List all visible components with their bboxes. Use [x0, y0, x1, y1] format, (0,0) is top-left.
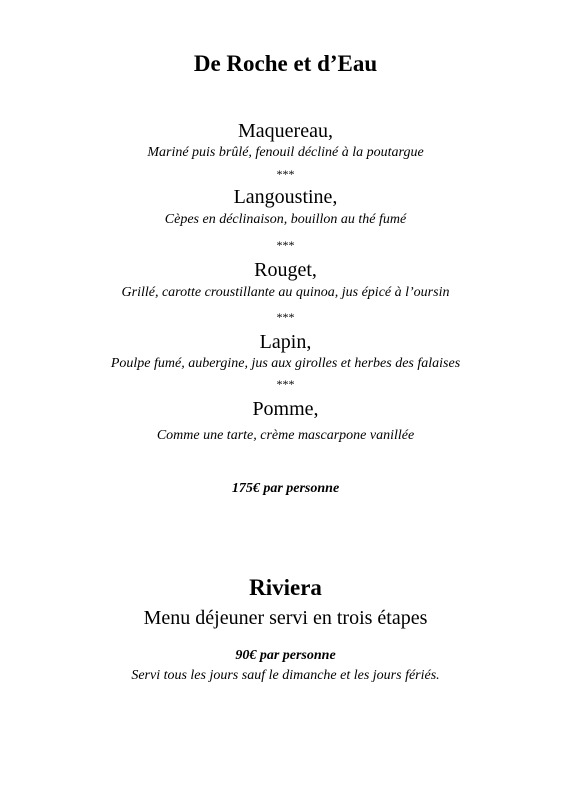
course-name-maquereau: Maquereau,: [238, 120, 333, 142]
menu-availability-note: Servi tous les jours sauf le dimanche et les jours fériés.: [131, 668, 440, 683]
course-description-langoustine: Cèpes en déclinaison, bouillon au thé fumé: [164, 212, 407, 227]
course-description-rouget: Grillé, carotte croustillante au quinoa, jus épicé à l’oursin: [121, 285, 450, 300]
menu-price: 175€ par personne: [231, 481, 340, 496]
course-name-pomme: Pomme,: [252, 398, 319, 420]
menu-price: 90€ par personne: [235, 648, 336, 663]
menu-title-riviera: Riviera: [249, 575, 322, 600]
course-name-lapin: Lapin,: [259, 331, 312, 353]
course-description-lapin: Poulpe fumé, aubergine, jus aux girolles et herbes des falaises: [110, 356, 461, 371]
course-separator: ***: [276, 238, 295, 252]
course-separator: ***: [276, 310, 295, 324]
course-name-rouget: Rouget,: [254, 259, 317, 281]
course-description-pomme: Comme une tarte, crème mascarpone vanillée: [156, 428, 415, 443]
course-name-langoustine: Langoustine,: [233, 186, 338, 208]
course-description-maquereau: Mariné puis brûlé, fenouil décliné à la poutargue: [147, 145, 424, 160]
menu-title-de-roche-et-deau: De Roche et d’Eau: [193, 51, 378, 76]
menu-subtitle: Menu déjeuner servi en trois étapes: [143, 607, 428, 629]
course-separator: ***: [276, 167, 295, 181]
course-separator: ***: [276, 377, 295, 391]
